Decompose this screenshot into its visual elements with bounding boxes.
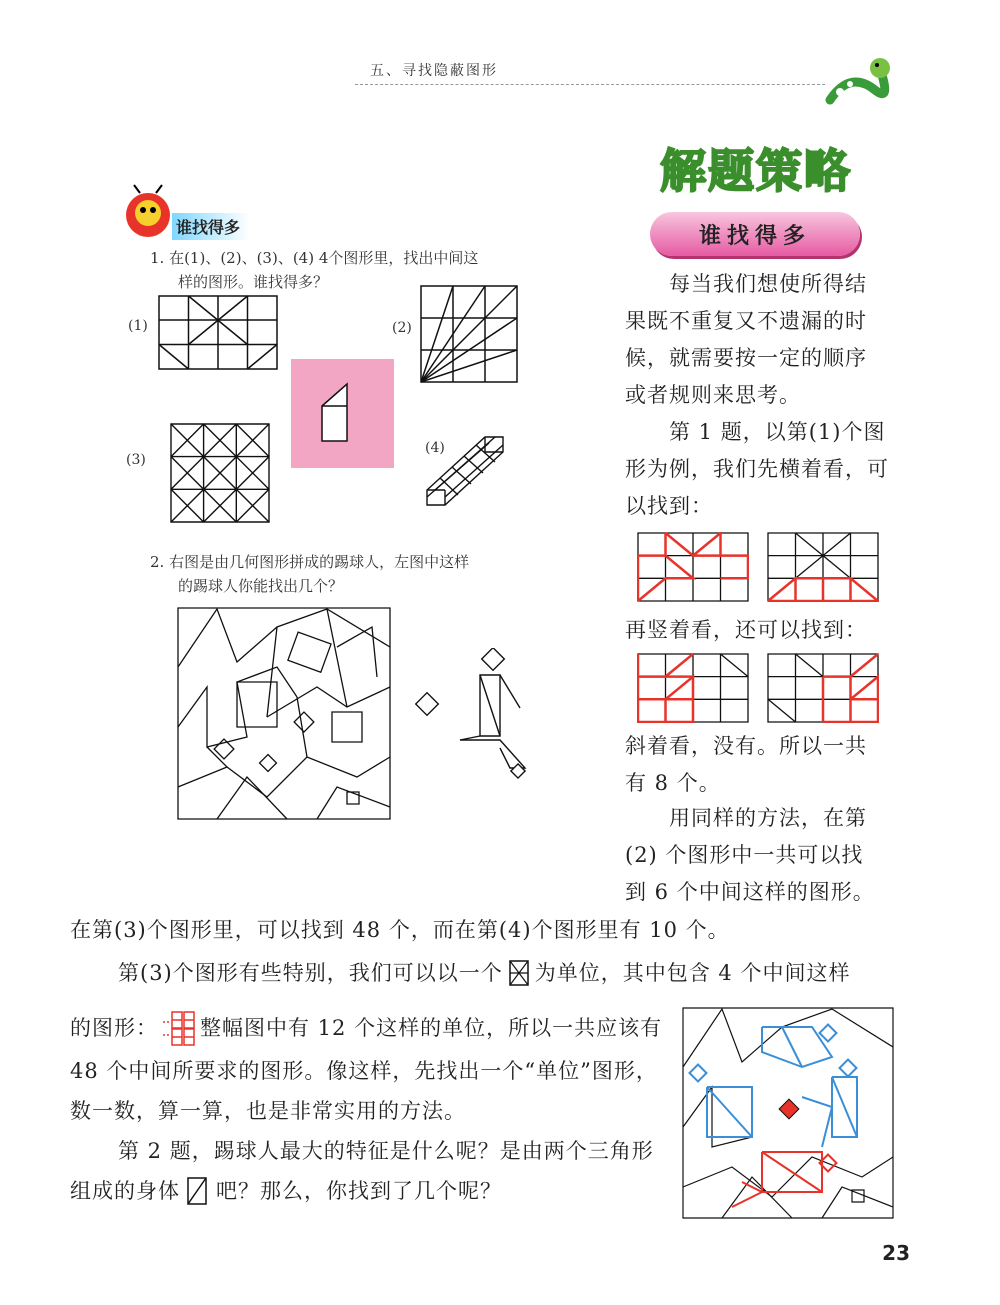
- right-paragraph-3: 再竖着看，还可以找到：: [625, 618, 867, 642]
- body-shape-icon: [186, 1176, 210, 1206]
- full-line-3: 的图形： 整幅图中有 12 个这样的单位，所以一共应该有: [70, 1008, 662, 1048]
- unit-square-icon: [509, 960, 529, 986]
- example-horizontal-b: [767, 532, 879, 602]
- solution-puzzle-figure: [682, 1007, 894, 1219]
- ladybug-mascot-icon: [118, 183, 178, 243]
- header-rule: [355, 84, 825, 85]
- q2-text: [150, 550, 469, 598]
- full-line-4: 48 个中间所要求的图形。像这样，先找出一个“单位”图形，: [70, 1059, 658, 1083]
- example-horizontal-a: [637, 532, 749, 602]
- figure-3: [170, 423, 270, 523]
- right-paragraph-5: 用同样的方法，在第 (2) 个图形中一共可以找 到 6 个中间这样的图形。: [625, 806, 875, 904]
- kicker-figure: [415, 648, 555, 788]
- snake-mascot-icon: [820, 40, 900, 110]
- chapter-header: 五、寻找隐蔽图形: [370, 63, 498, 79]
- full-line-1: 在第(3)个图形里，可以找到 48 个，而在第(4)个图形里有 10 个。: [70, 918, 730, 942]
- strategy-banner: 解题策略: [660, 144, 852, 198]
- example-vertical-a: [637, 653, 749, 723]
- q1-line-2: 样的图形。谁找得多？: [178, 273, 329, 291]
- figure-4-label: (4): [425, 440, 445, 456]
- kicker-puzzle-figure: [177, 607, 391, 820]
- q1-line-1: 1. 在(1)、(2)、(3)、(4) 4个图形里，找出中间这: [150, 249, 479, 267]
- right-paragraph-2: 第 1 题，以第(1)个图 形为例，我们先横着看，可 以找到：: [625, 420, 889, 518]
- right-paragraph-4: 斜着看，没有。所以一共 有 8 个。: [625, 734, 867, 795]
- q2-line-2: 的踢球人你能找出几个？: [178, 577, 344, 595]
- target-shape-card: [291, 359, 394, 468]
- full-line-2: 第(3)个图形有些特别，我们可以以一个 为单位，其中包含 4 个中间这样: [118, 961, 851, 985]
- example-vertical-b: [767, 653, 879, 723]
- figure-2-label: (2): [392, 320, 412, 336]
- unit-pattern-icon: [162, 1010, 196, 1046]
- figure-2: [420, 285, 518, 383]
- left-section-title: 谁找得多: [172, 213, 250, 240]
- figure-3-label: (3): [126, 452, 146, 468]
- right-paragraph-1: 每当我们想使所得结 果既不重复又不遗漏的时 候，就需要按一定的顺序 或者规则来思考。: [625, 272, 867, 407]
- full-line-5: 数一数，算一算，也是非常实用的方法。: [70, 1099, 466, 1123]
- figure-1: [158, 295, 278, 370]
- section-pill: 谁找得多: [650, 212, 860, 256]
- page-number: 23: [882, 1241, 910, 1265]
- q2-line-1: 2. 右图是由几何图形拼成的踢球人，左图中这样: [150, 553, 470, 571]
- full-line-7: 组成的身体 吧？那么，你找到了几个呢？: [70, 1171, 502, 1211]
- full-line-6: 第 2 题，踢球人最大的特征是什么呢？是由两个三角形: [118, 1139, 654, 1163]
- figure-4: [425, 435, 505, 507]
- figure-1-label: (1): [128, 318, 148, 334]
